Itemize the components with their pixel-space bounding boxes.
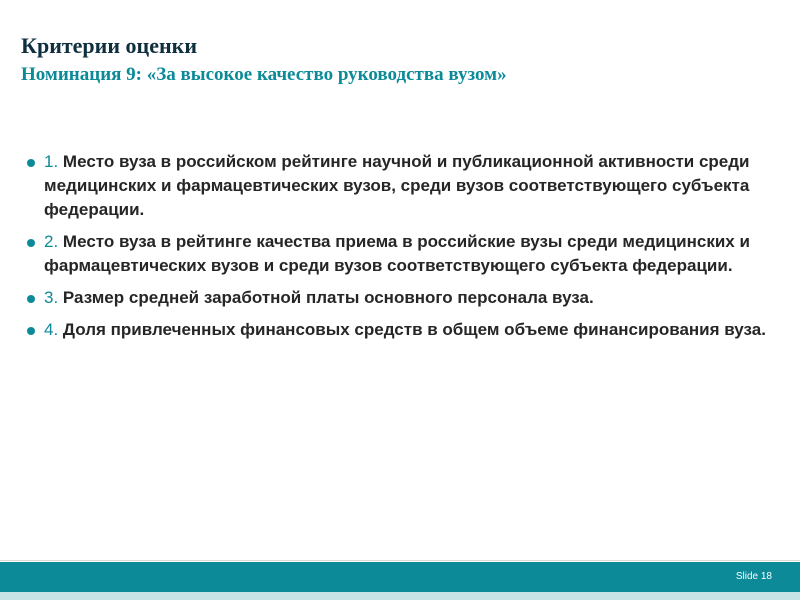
- footer-strip: [0, 592, 800, 600]
- criteria-text: Место вуза в российском рейтинге научной и публикационной активности среди медицинских и фармацевтических вузов, среди вузов соответствующего субъекта федерации.: [44, 152, 750, 219]
- criteria-item: [27, 150, 777, 222]
- criteria-item: [27, 230, 777, 278]
- criteria-item: [27, 286, 777, 310]
- footer-bar: [0, 562, 800, 592]
- criteria-item: [27, 318, 777, 342]
- bullet-icon: [27, 327, 35, 335]
- criteria-number: 1.: [44, 152, 59, 171]
- slide-number: Slide 18: [735, 571, 772, 582]
- criteria-text: Размер средней заработной платы основного персонала вуза.: [62, 288, 594, 307]
- criteria-number: 4.: [44, 320, 59, 339]
- slide-subtitle: Номинация 9: «За высокое качество руководства вузом»: [21, 64, 507, 85]
- bullet-icon: [27, 239, 35, 247]
- criteria-number: 3.: [44, 288, 59, 307]
- bullet-icon: [27, 295, 35, 303]
- slide-title: Критерии оценки: [21, 33, 197, 58]
- criteria-text: Место вуза в рейтинге качества приема в российские вузы среди медицинских и фармацевтических вузов и среди вузов соответствующего субъекта федерации.: [44, 232, 750, 275]
- criteria-list: [27, 150, 777, 350]
- criteria-text: Доля привлеченных финансовых средств в общем объеме финансирования вуза.: [62, 320, 766, 339]
- criteria-number: 2.: [44, 232, 59, 251]
- bullet-icon: [27, 159, 35, 167]
- footer-divider: [0, 560, 800, 561]
